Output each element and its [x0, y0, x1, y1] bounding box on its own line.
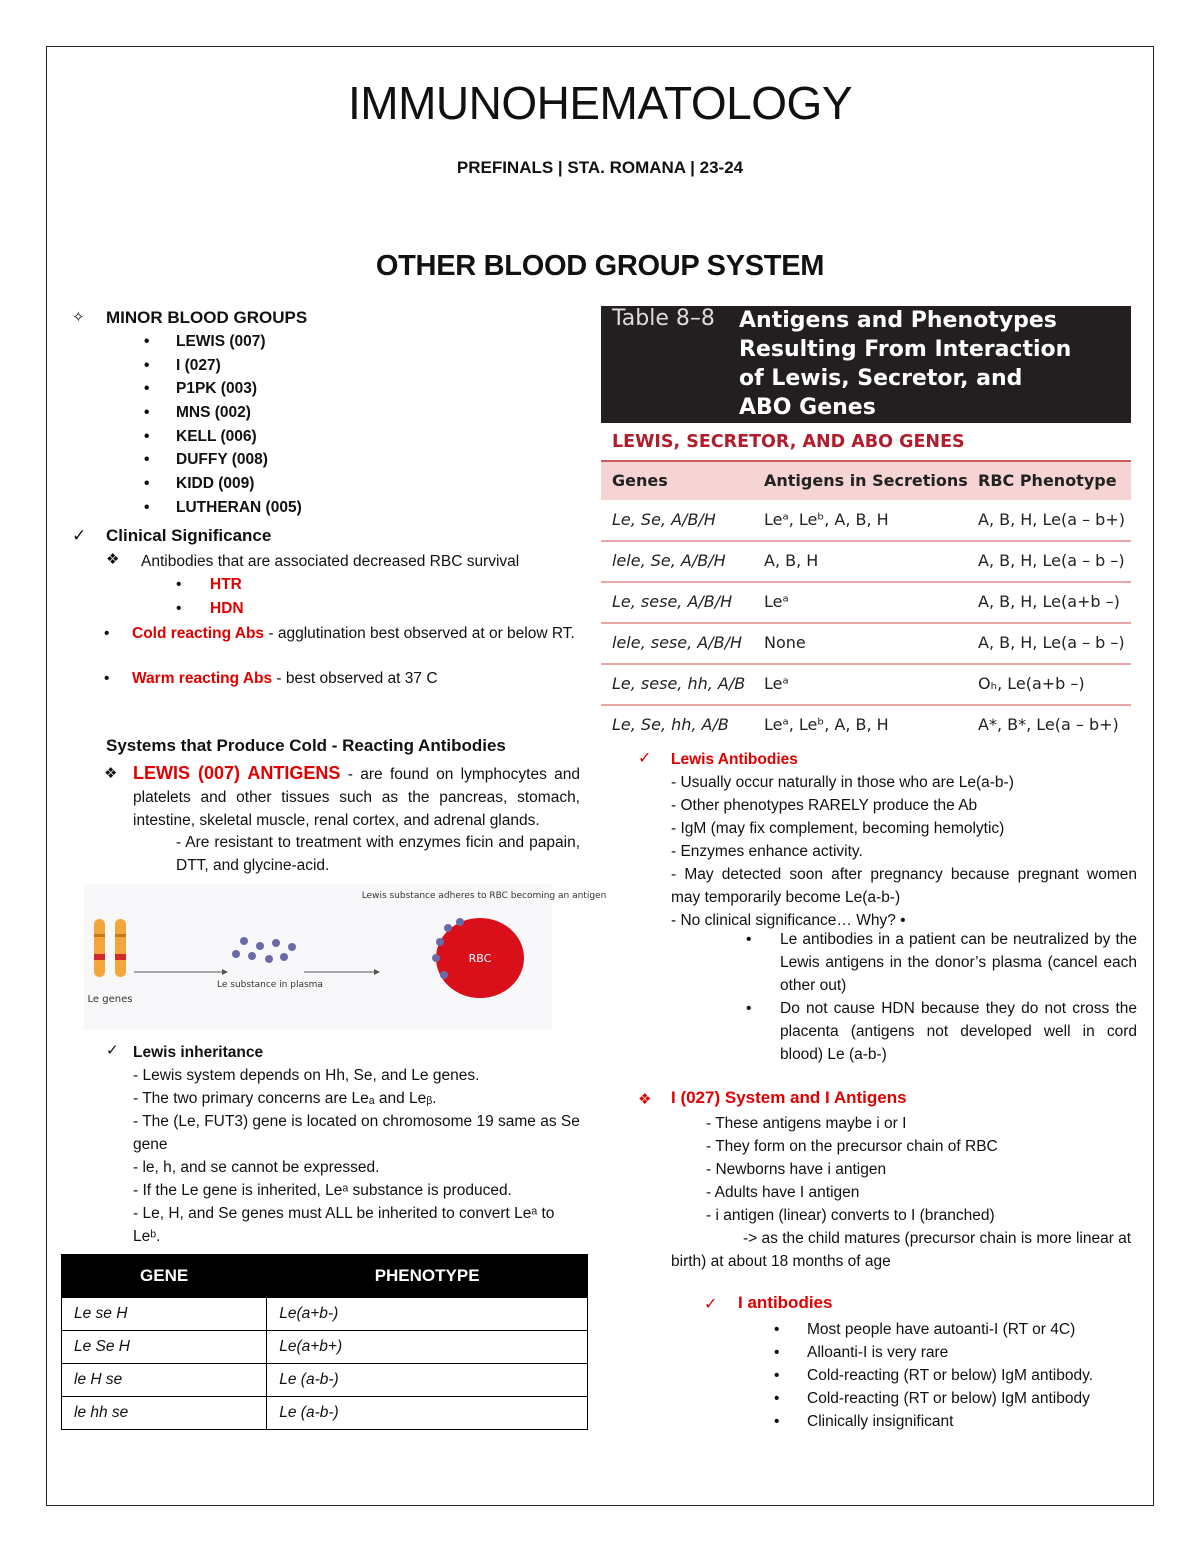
bullet-icon: • — [176, 600, 182, 617]
inheritance-line: - If the Le gene is inherited, Leᵃ substance is produced. — [133, 1182, 512, 1199]
inheritance-lines — [133, 1064, 580, 1248]
i-system-line: - Adults have I antigen — [706, 1184, 860, 1201]
lewis-ab-line: - IgM (may fix complement, becoming hemolytic) — [671, 820, 1005, 837]
list-item: • Most people have autoanti-I (RT or 4C) — [774, 1321, 1076, 1338]
table-cell: Le (a-b-) — [267, 1364, 588, 1397]
figure-adhere-label: Lewis substance adheres to RBC becoming an antigen — [361, 891, 607, 901]
table-row — [62, 1397, 588, 1430]
lewis-ab-line: - Enzymes enhance activity. — [671, 843, 863, 860]
list-item: • Cold-reacting (RT or below) IgM antibody. — [774, 1367, 1094, 1384]
list-item: • Cold-reacting (RT or below) IgM antibody — [774, 1390, 1090, 1407]
i-system-line: - These antigens maybe i or I — [706, 1115, 907, 1132]
diamond-bullet-icon: ❖ — [638, 1091, 652, 1108]
figure-rbc-label: RBC — [468, 952, 492, 965]
table-subheading: LEWIS, SECRETOR, AND ABO GENES — [612, 432, 965, 452]
checkmark-icon: ✓ — [638, 750, 652, 767]
document-title: IMMUNOHEMATOLOGY — [348, 77, 852, 129]
table-8-8-header — [601, 306, 1131, 423]
table-row — [62, 1331, 588, 1364]
i-system-heading: I (027) System and I Antigens — [671, 1088, 907, 1107]
lewis-ab-bullet: Do not cause HDN because they do not cross the placenta (antigens not developed well in cord blood) Le (a-b-) — [780, 1000, 1137, 1063]
list-item: • P1PK (003) — [144, 380, 302, 404]
i-system-line: - Newborns have i antigen — [706, 1161, 887, 1178]
document-subtitle: PREFINALS | STA. ROMANA | 23-24 — [456, 158, 744, 177]
table-row — [62, 1364, 588, 1397]
figure-plasma-label: Le substance in plasma — [217, 980, 323, 990]
i-antibodies-list — [774, 1318, 1093, 1433]
table-row — [62, 1298, 588, 1331]
table-cell: Le se H — [62, 1298, 267, 1331]
inheritance-line: - Le, H, and Se genes must ALL be inherited to convert Leᵃ to Leᵇ. — [133, 1205, 555, 1245]
cold-abs-text: Cold reacting Abs - agglutination best observed at or below RT. — [132, 625, 575, 642]
list-item: HDN — [210, 600, 244, 617]
list-item: • LEWIS (007) — [144, 333, 302, 357]
cold-systems-heading: Systems that Produce Cold - Reacting Antibodies — [106, 736, 506, 755]
i-antibodies-heading: I antibodies — [738, 1293, 833, 1312]
figure-le-label: Le genes — [87, 994, 133, 1005]
table-cell: le hh se — [62, 1397, 267, 1430]
lewis-ab-line: - May detected soon after pregnancy because pregnant women may temporarily become Le(a-b-) — [671, 866, 1137, 906]
lewis-antigens-text: LEWIS (007) ANTIGENS - are found on lymphocytes and platelets and other tissues such as the pancreas, stomach, intestine, skeletal muscle, renal cortex, and adrenal glands. — [133, 763, 581, 829]
i-system-line: -> as the child matures (precursor chain is more linear at birth) at about 18 months of age — [671, 1230, 1132, 1270]
i-system-line: - i antigen (linear) converts to I (branched) — [706, 1207, 995, 1224]
bullet-icon: • — [104, 625, 110, 642]
list-item: • DUFFY (008) — [144, 451, 302, 475]
list-item: • Clinically insignificant — [774, 1413, 954, 1430]
table-header: GENE — [62, 1255, 267, 1298]
table-header: Genes — [612, 471, 668, 490]
section-title: OTHER BLOOD GROUP SYSTEM — [375, 250, 825, 282]
table-header: Antigens in Secretions — [764, 471, 968, 490]
checkmark-icon: ✓ — [704, 1296, 718, 1313]
lewis-resist-text: - Are resistant to treatment with enzymes ficin and papain, DTT, and glycine-acid. — [176, 834, 580, 874]
table-8-8-image — [601, 306, 1131, 742]
clinical-sub: Antibodies that are associated decreased RBC survival — [141, 553, 520, 570]
lewis-antibodies-heading: Lewis Antibodies — [671, 751, 798, 768]
table-row: lele, Se, A/B/H A, B, H A, B, H, Le(a – b –) — [601, 541, 1131, 583]
lewis-ab-bullet: Le antibodies in a patient can be neutralized by the Lewis antigens in the donor’s plasma (cancel each other out) — [780, 931, 1137, 994]
lewis-substance-figure — [84, 884, 607, 1030]
gene-phenotype-table — [61, 1254, 588, 1430]
table-header: PHENOTYPE — [267, 1255, 588, 1298]
table-cell: le H se — [62, 1364, 267, 1397]
table-header: RBC Phenotype — [978, 471, 1117, 490]
table-row: lele, sese, A/B/H None A, B, H, Le(a – b –) — [601, 623, 1131, 665]
list-item: • KELL (006) — [144, 428, 302, 452]
inheritance-line: - The two primary concerns are Leₐ and Leᵦ. — [133, 1090, 437, 1107]
minor-groups-list — [144, 333, 302, 523]
bullet-icon: • — [104, 670, 110, 687]
list-item: HTR — [210, 576, 242, 593]
lewis-antibodies-lines — [671, 771, 1137, 932]
bullet-icon: • — [746, 1000, 752, 1017]
table-number: Table 8–8 — [612, 306, 715, 331]
warm-abs-text: Warm reacting Abs - best observed at 37 C — [132, 670, 438, 687]
checkmark-icon: ✓ — [106, 1042, 119, 1059]
list-item: • KIDD (009) — [144, 475, 302, 499]
table-row: Le, sese, hh, A/B Leᵃ Oₕ, Le(a+b –) — [601, 664, 1131, 706]
table-cell: Le (a-b-) — [267, 1397, 588, 1430]
i-system-line: - They form on the precursor chain of RBC — [706, 1138, 998, 1155]
table-row: Le, Se, hh, A/B Leᵃ, Leᵇ, A, B, H A*, B*, Le(a – b+) — [612, 715, 1119, 734]
table-column-headers — [601, 460, 1131, 500]
table-cell: Le(a+b+) — [267, 1331, 588, 1364]
lewis-ab-line: - Usually occur naturally in those who are Le(a-b-) — [671, 774, 1014, 791]
inheritance-line: - le, h, and se cannot be expressed. — [133, 1159, 380, 1176]
table-cell: Le(a+b-) — [267, 1298, 588, 1331]
clinical-heading: Clinical Significance — [106, 526, 272, 545]
inheritance-line: - Lewis system depends on Hh, Se, and Le genes. — [133, 1067, 480, 1084]
lewis-ab-line: - Other phenotypes RARELY produce the Ab — [671, 797, 978, 814]
inheritance-heading: Lewis inheritance — [133, 1044, 264, 1061]
inheritance-line: - The (Le, FUT3) gene is located on chromosome 19 same as Se gene — [133, 1113, 580, 1153]
list-item: • LUTHERAN (005) — [144, 499, 302, 523]
diamond-bullet-icon: ❖ — [104, 765, 118, 782]
table-row: Le, Se, A/B/H Leᵃ, Leᵇ, A, B, H A, B, H, Le(a – b+) — [601, 500, 1131, 542]
table-cell: Le Se H — [62, 1331, 267, 1364]
lewis-ab-line: - No clinical significance… Why? • — [671, 912, 906, 929]
checkmark-icon: ✓ — [72, 526, 87, 545]
bullet-icon: • — [746, 931, 752, 948]
minor-groups-heading: MINOR BLOOD GROUPS — [106, 308, 308, 327]
table-caption: Antigens and Phenotypes Resulting From Interaction of Lewis, Secretor, and ABO Genes — [739, 308, 1072, 420]
diamond-bullet-icon: ✧ — [72, 309, 85, 326]
bullet-icon: • — [176, 576, 182, 593]
table-row: Le, sese, A/B/H Leᵃ A, B, H, Le(a+b –) — [601, 582, 1131, 624]
list-item: • Alloanti-I is very rare — [774, 1344, 949, 1361]
list-item: • I (027) — [144, 357, 302, 381]
list-item: • MNS (002) — [144, 404, 302, 428]
i-system-lines — [706, 1112, 1137, 1227]
diamond-bullet-icon: ❖ — [106, 551, 120, 568]
